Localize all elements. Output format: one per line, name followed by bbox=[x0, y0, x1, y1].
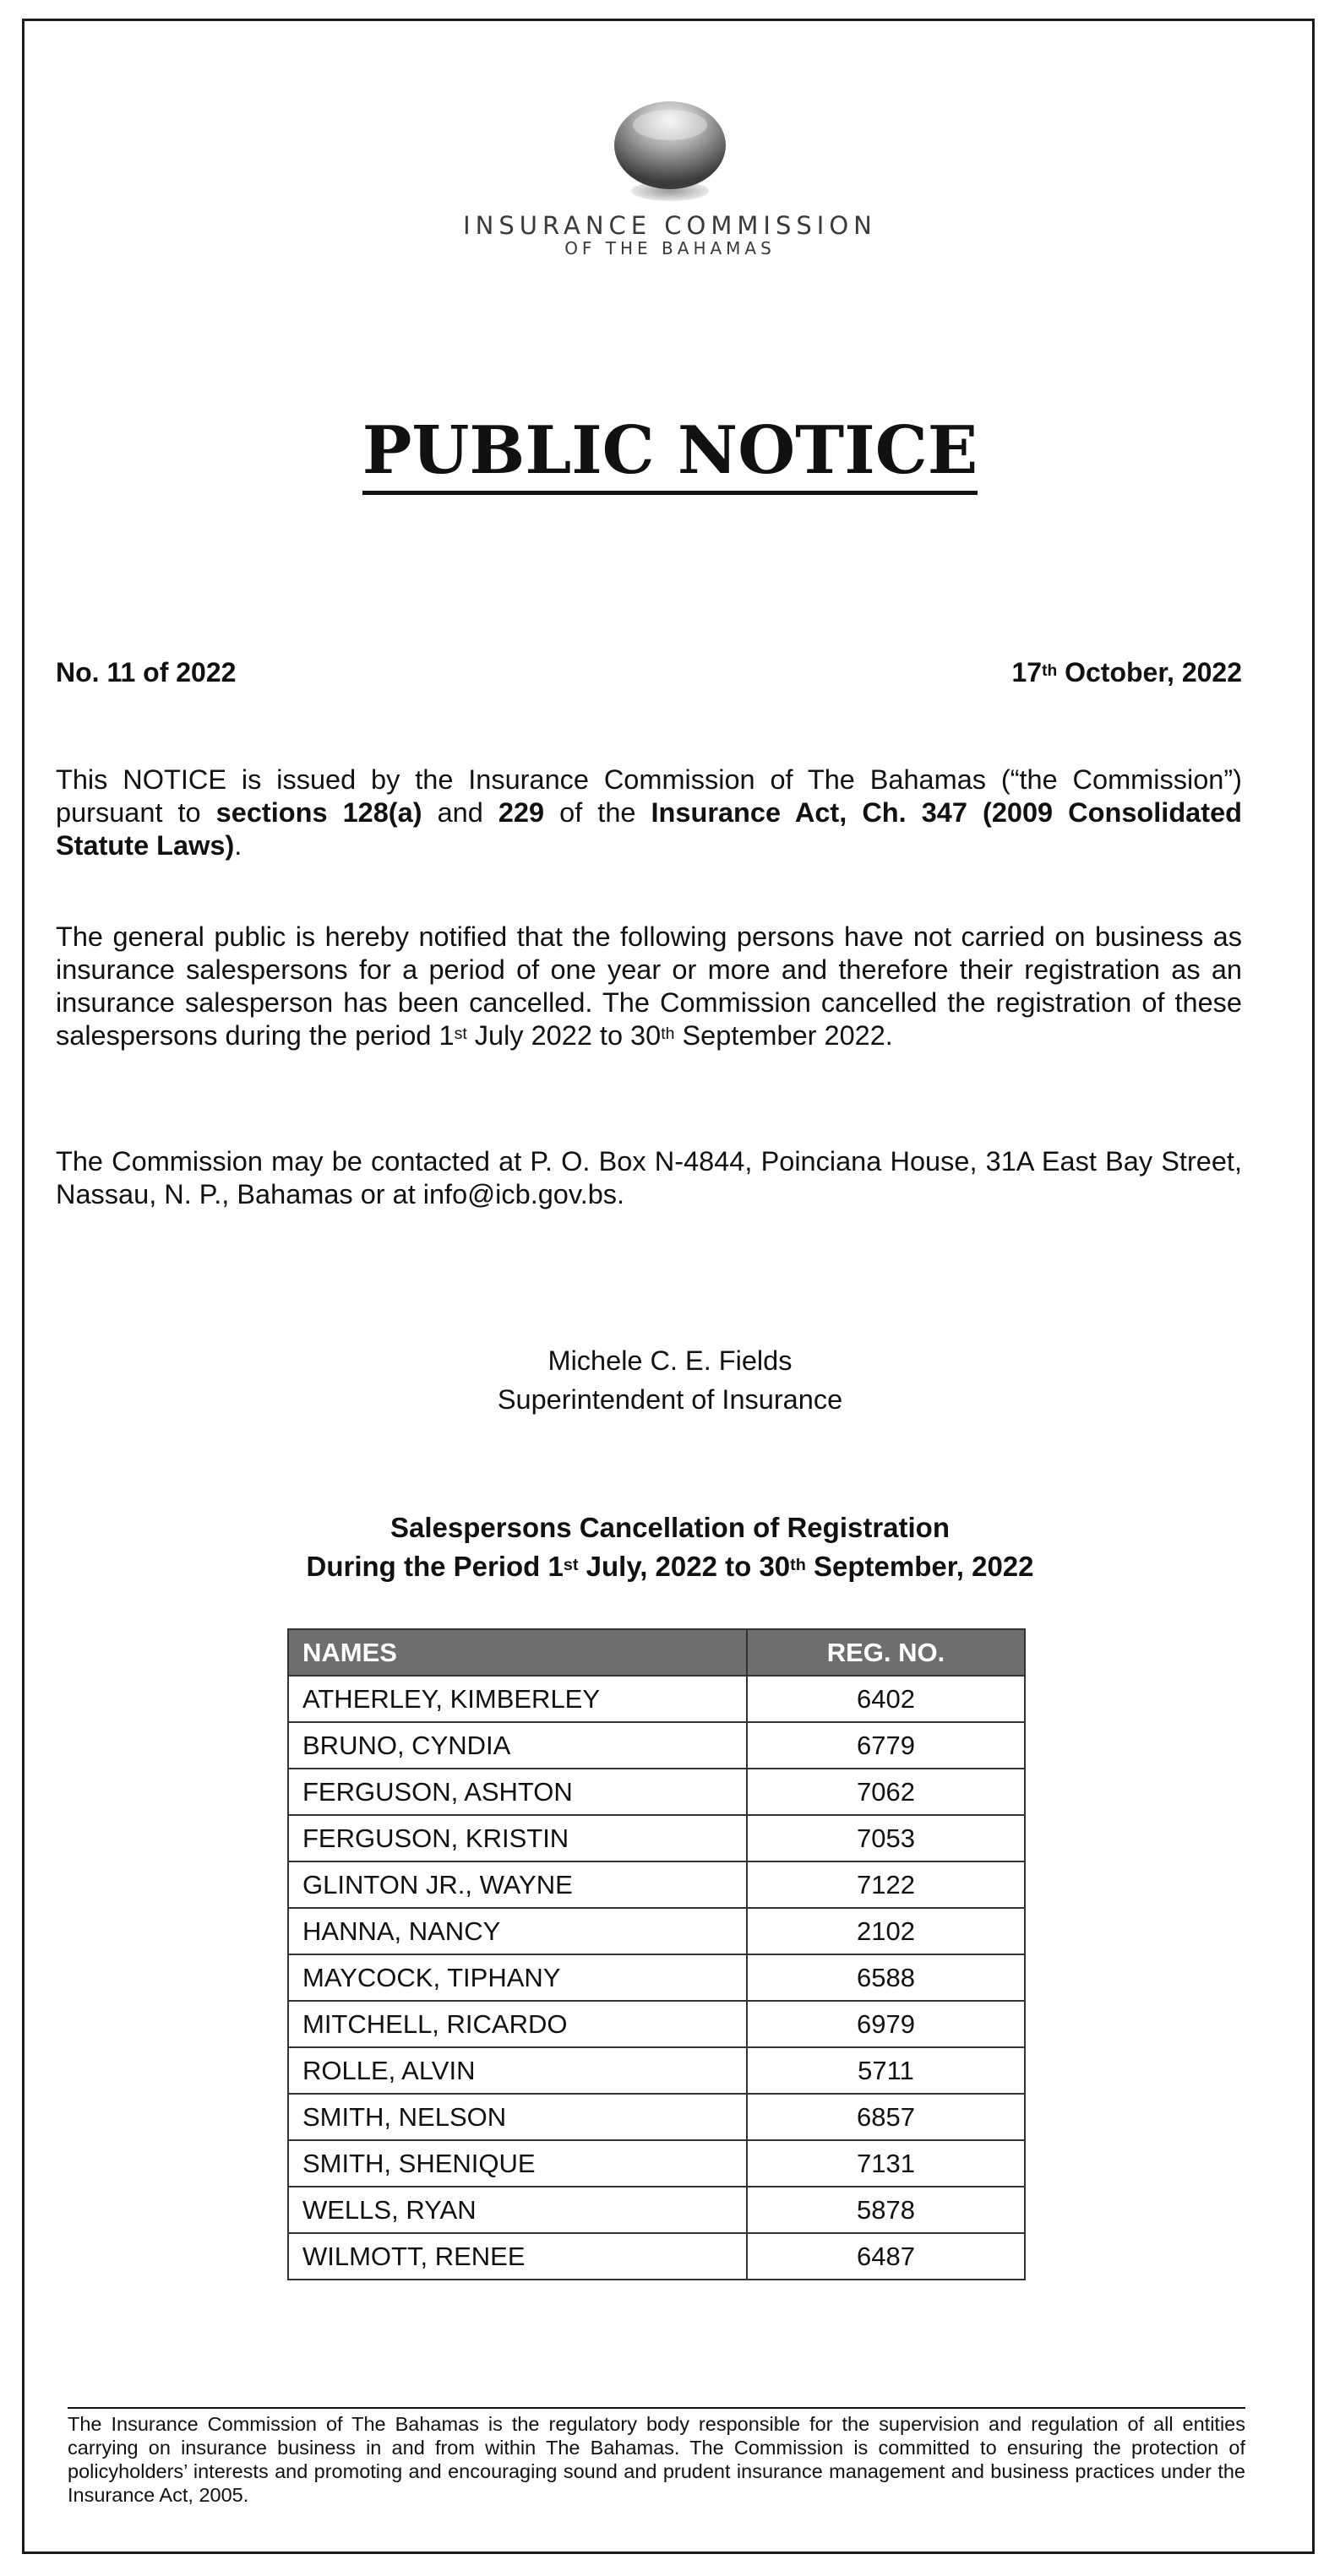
para2-sup2: th bbox=[661, 1024, 675, 1044]
para1-text-a: This NOTICE is issued by the Insurance Commission of The Bahamas (“the Commission”) pursuant to bbox=[56, 764, 1242, 828]
column-header-names: NAMES bbox=[288, 1629, 747, 1676]
table-row bbox=[288, 1908, 1025, 1954]
name-cell: SMITH, NELSON bbox=[288, 2094, 747, 2140]
table-row bbox=[288, 2187, 1025, 2233]
table-title-l2a: During the Period 1 bbox=[306, 1551, 564, 1582]
reg-no-cell: 6588 bbox=[747, 1954, 1025, 2001]
table-title-line2 bbox=[0, 1547, 1340, 1586]
reg-no-cell: 6857 bbox=[747, 2094, 1025, 2140]
reg-no-cell: 2102 bbox=[747, 1908, 1025, 1954]
footer-statement: The Insurance Commission of The Bahamas is the regulatory body responsible for the supervision and regulation of all entities carrying on insurance business in and from within The Bahamas. The Commission is committed to ensuring the protection of policyholders’ interests and promoting and encouraging sound and prudent insurance management and business practices under the Insurance Act, 2005. bbox=[68, 2407, 1245, 2507]
para2-sup1: st bbox=[454, 1024, 467, 1044]
para2-text-a: The general public is hereby notified that the following persons have not carried on business as insurance salespersons for a period of one year or more and therefore their registration as an insurance salesperson has been cancelled. The Commission cancelled the registration of these salespersons during the period 1 bbox=[56, 921, 1242, 1051]
name-cell: ROLLE, ALVIN bbox=[288, 2047, 747, 2094]
table-row bbox=[288, 1861, 1025, 1908]
notice-title-container bbox=[0, 412, 1340, 489]
reg-no-cell: 7062 bbox=[747, 1769, 1025, 1815]
reg-no-cell: 5711 bbox=[747, 2047, 1025, 2094]
name-cell: GLINTON JR., WAYNE bbox=[288, 1861, 747, 1908]
table-row bbox=[288, 1769, 1025, 1815]
para2-text-c: September 2022. bbox=[674, 1020, 893, 1051]
table-row bbox=[288, 1676, 1025, 1722]
name-cell: HANNA, NANCY bbox=[288, 1908, 747, 1954]
table-title-l2b: July, 2022 to 30 bbox=[578, 1551, 791, 1582]
column-header-reg-no: REG. NO. bbox=[747, 1629, 1025, 1676]
cancellation-table bbox=[287, 1628, 1026, 2280]
name-cell: FERGUSON, KRISTIN bbox=[288, 1815, 747, 1861]
name-cell: WELLS, RYAN bbox=[288, 2187, 747, 2233]
notice-meta bbox=[56, 657, 1242, 688]
table-row bbox=[288, 2233, 1025, 2280]
name-cell: MITCHELL, RICARDO bbox=[288, 2001, 747, 2047]
para1-text-c: and bbox=[422, 797, 498, 828]
para1-text-g: . bbox=[234, 830, 242, 861]
table-title-line1: Salespersons Cancellation of Registration bbox=[390, 1512, 950, 1543]
table-row bbox=[288, 1722, 1025, 1769]
logo-subtitle: OF THE BAHAMAS bbox=[564, 238, 776, 258]
signature-block bbox=[0, 1341, 1340, 1419]
notice-date bbox=[1012, 657, 1243, 688]
table-row bbox=[288, 1815, 1025, 1861]
table-row bbox=[288, 2140, 1025, 2187]
reg-no-cell: 6779 bbox=[747, 1722, 1025, 1769]
reg-no-cell: 5878 bbox=[747, 2187, 1025, 2233]
date-suffix: th bbox=[1042, 662, 1058, 681]
name-cell: WILMOTT, RENEE bbox=[288, 2233, 747, 2280]
reg-no-cell: 7131 bbox=[747, 2140, 1025, 2187]
reg-no-cell: 7122 bbox=[747, 1861, 1025, 1908]
paragraph-contact: The Commission may be contacted at P. O. Box N-4844, Poinciana House, 31A East Bay Street, Nassau, N. P., Bahamas or at info@icb.gov.bs. bbox=[56, 1146, 1242, 1209]
date-day: 17 bbox=[1011, 657, 1043, 687]
signatory-role: Superintendent of Insurance bbox=[497, 1384, 843, 1415]
notice-number: No. 11 of 2022 bbox=[56, 657, 237, 687]
para1-act-name: Insurance Act, Ch. 347 (2009 Consolidated Statute Laws) bbox=[56, 797, 1242, 861]
table-title-l2c: September, 2022 bbox=[805, 1551, 1034, 1582]
reg-no-cell: 7053 bbox=[747, 1815, 1025, 1861]
name-cell: BRUNO, CYNDIA bbox=[288, 1722, 747, 1769]
para2-text-b: July 2022 to 30 bbox=[466, 1020, 662, 1051]
table-row bbox=[288, 2047, 1025, 2094]
para1-sections: sections 128(a) bbox=[215, 797, 422, 828]
table-row bbox=[288, 2001, 1025, 2047]
notice-title: PUBLIC NOTICE bbox=[362, 412, 978, 495]
paragraph-legal-basis bbox=[56, 764, 1242, 862]
reg-no-cell: 6979 bbox=[747, 2001, 1025, 2047]
table-row bbox=[288, 1954, 1025, 2001]
name-cell: MAYCOCK, TIPHANY bbox=[288, 1954, 747, 2001]
para1-text-e: of the bbox=[544, 797, 651, 828]
table-title-sup1: st bbox=[563, 1556, 579, 1575]
logo-name: INSURANCE COMMISSION bbox=[463, 211, 877, 240]
table-title bbox=[0, 1508, 1340, 1586]
paragraph-notification bbox=[56, 921, 1242, 1052]
table-row bbox=[288, 2094, 1025, 2140]
reg-no-cell: 6402 bbox=[747, 1676, 1025, 1722]
table-header-row bbox=[288, 1629, 1025, 1676]
reg-no-cell: 6487 bbox=[747, 2233, 1025, 2280]
commission-logo bbox=[0, 100, 1340, 258]
sphere-logo-icon bbox=[611, 100, 729, 208]
name-cell: SMITH, SHENIQUE bbox=[288, 2140, 747, 2187]
signatory-name: Michele C. E. Fields bbox=[547, 1345, 793, 1376]
date-rest: October, 2022 bbox=[1057, 657, 1242, 687]
name-cell: FERGUSON, ASHTON bbox=[288, 1769, 747, 1815]
table-title-sup2: th bbox=[790, 1556, 806, 1575]
para1-section-229: 229 bbox=[498, 797, 545, 828]
name-cell: ATHERLEY, KIMBERLEY bbox=[288, 1676, 747, 1722]
